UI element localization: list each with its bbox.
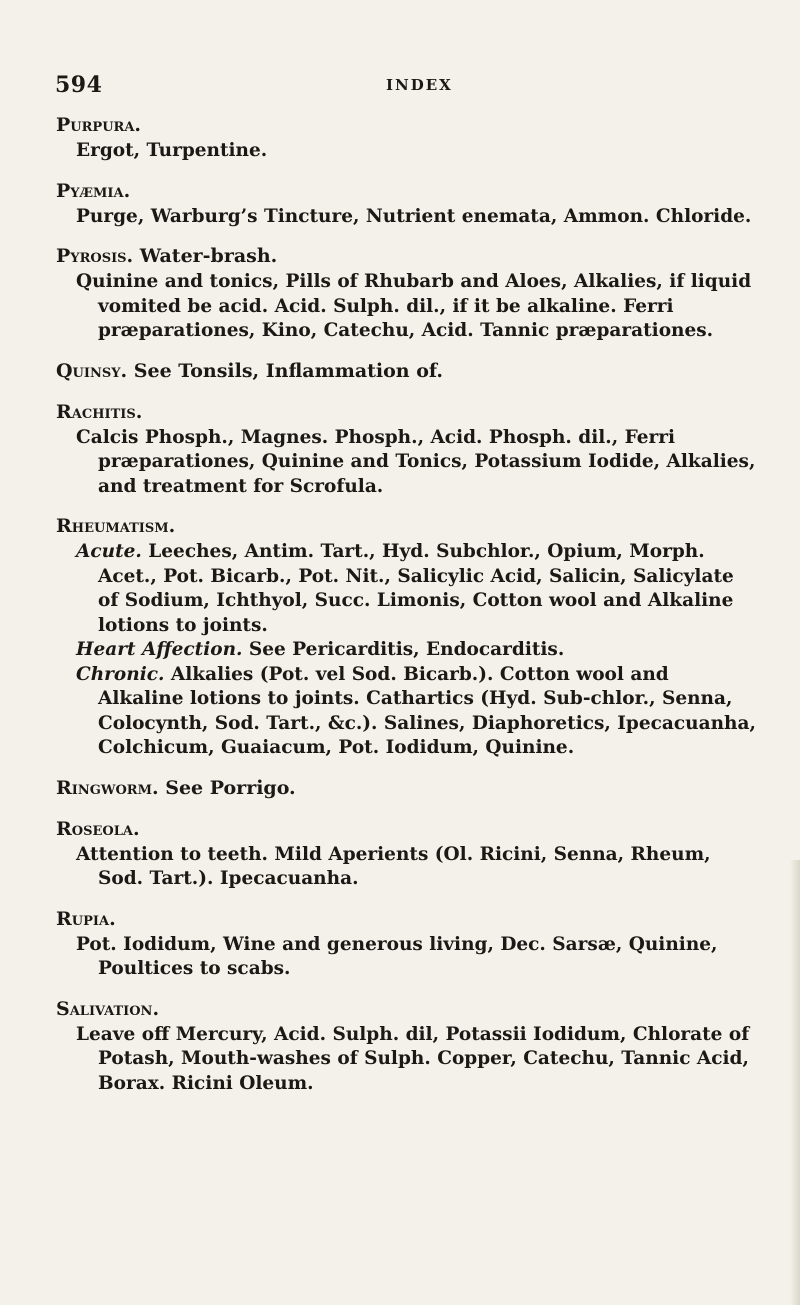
entry-text: Calcis Phosph., Magnes. Phosph., Acid. Phosph. dil., Ferri præparationes, Quinine and Tonics, Potassium Iodide, Alkalies, and treatment for Scrofula.	[76, 426, 756, 497]
index-entry-rupia	[56, 906, 758, 982]
entry-heading-suffix: See Porrigo.	[165, 776, 296, 799]
index-entry-quinsy	[56, 358, 758, 385]
running-head: INDEX	[386, 76, 453, 94]
page-number: 594	[55, 72, 103, 98]
entry-text: Pot. Iodidum, Wine and generous living, Dec. Sarsæ, Quinine, Poultices to scabs.	[76, 933, 718, 979]
index-entry-salivation	[56, 996, 758, 1097]
entry-text: Attention to teeth. Mild Aperients (Ol. Ricini, Senna, Rheum, Sod. Tart.). Ipecacuanha.	[76, 843, 711, 889]
entry-heading-line	[56, 243, 758, 270]
subentry-text: Leeches, Antim. Tart., Hyd. Subchlor., Opium, Morph. Acet., Pot. Bicarb., Pot. Nit., Salicylic Acid, Salicin, Salicylate of Sodium, Ichthyol, Succ. Limonis, Cotton wool and Alkaline lotions to joints.	[98, 541, 734, 636]
subentry-acute	[56, 540, 758, 638]
entry-heading: Ringworm.	[56, 776, 159, 799]
subentry-text: Alkalies (Pot. vel Sod. Bicarb.). Cotton wool and Alkaline lotions to joints. Cathartics (Hyd. Sub-chlor., Senna, Colocynth, Sod. Tart., &c.). Salines, Diaphoretics, Ipecacuanha, Colchicum, Guaiacum, Pot. Iodidum, Quinine.	[98, 663, 756, 758]
entry-text: Leave off Mercury, Acid. Sulph. dil, Potassii Iodidum, Chlorate of Potash, Mouth-washes of Sulph. Copper, Catechu, Tannic Acid, Borax. Ricini Oleum.	[76, 1023, 750, 1094]
index-entry-pyaemia	[56, 178, 758, 230]
entry-heading: Pyrosis.	[56, 245, 134, 267]
page-edge-shadow	[790, 860, 800, 1305]
entry-heading: Roseola.	[56, 817, 140, 840]
index-entry-ringworm	[56, 775, 758, 802]
index-entries	[56, 112, 758, 1110]
entry-heading-suffix: Water-brash.	[139, 245, 278, 267]
entry-heading-line	[56, 358, 758, 385]
subentry-text: See Pericarditis, Endocarditis.	[248, 639, 565, 660]
entry-heading: Rachitis.	[56, 400, 143, 423]
entry-heading: Rheumatism.	[56, 515, 176, 537]
subentry-heart-affection	[56, 638, 758, 663]
subentry-label: Heart Affection.	[76, 639, 243, 660]
entry-heading: Pyæmia.	[56, 179, 131, 202]
entry-text: Purge, Warburg’s Tincture, Nutrient enemata, Ammon. Chloride.	[76, 205, 752, 227]
index-entry-roseola	[56, 816, 758, 892]
index-entry-purpura	[56, 112, 758, 164]
entry-heading: Rupia.	[56, 907, 116, 930]
subentry-chronic	[56, 663, 758, 761]
entry-text: Quinine and tonics, Pills of Rhubarb and Aloes, Alkalies, if liquid vomited be acid. Acid. Sulph. dil., if it be alkaline. Ferri præparationes, Kino, Catechu, Acid. Tannic præparationes.	[76, 271, 752, 341]
index-entry-pyrosis	[56, 243, 758, 344]
subentry-label: Acute.	[76, 541, 142, 562]
entry-heading-line	[56, 775, 758, 802]
entry-heading: Quinsy.	[56, 359, 128, 382]
entry-text: Ergot, Turpentine.	[76, 140, 268, 161]
subentry-label: Chronic.	[76, 663, 165, 685]
index-entry-rachitis	[56, 399, 758, 500]
index-entry-rheumatism	[56, 513, 758, 761]
entry-heading: Purpura.	[56, 114, 142, 136]
entry-heading: Salivation.	[56, 997, 160, 1020]
entry-heading-suffix: See Tonsils, Inflammation of.	[133, 359, 444, 382]
